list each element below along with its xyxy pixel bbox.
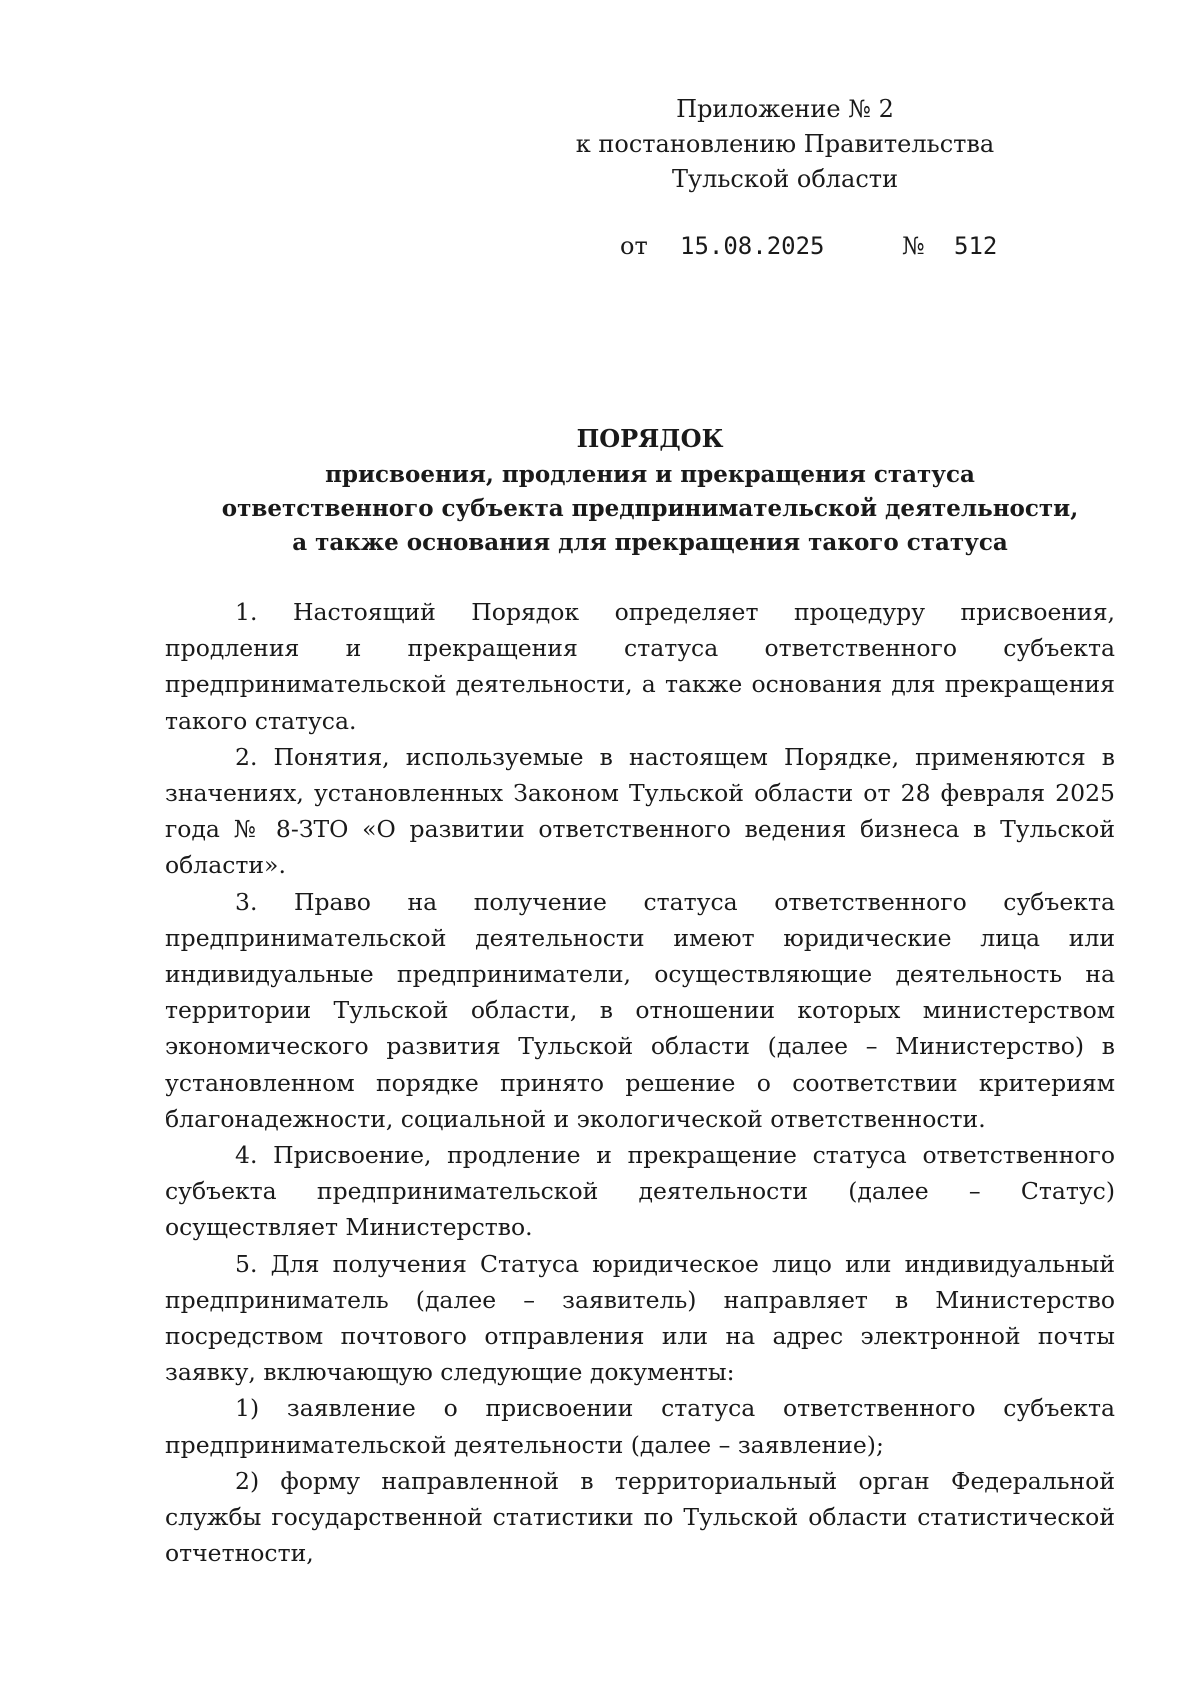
document-title: ПОРЯДОК [576, 424, 724, 453]
paragraph-5: 5. Для получения Статуса юридическое лицо или индивидуальный предприниматель (далее – заявитель) направляет в Министерство посредством почтового отправления или на адрес электронной почты заявку, включающую следующие документы: [165, 1249, 1115, 1387]
paragraph-3: 3. Право на получение статуса ответственного субъекта предпринимательской деятельности имеют юридические лица или индивидуальные предприниматели, осуществляющие деятельность на территории Тульской области, в отношении которых министерством экономического развития Тульской области (далее – Министерство) в установленном порядке принято решение о соответствии критериям благонадежности, социальной и экологической ответственности. [165, 887, 1115, 1133]
document-body [165, 594, 1115, 1571]
paragraph-1: 1. Настоящий Порядок определяет процедуру присвоения, продления и прекращения статуса ответственного субъекта предпринимательской деятельности, а также основания для прекращения такого статуса. [165, 598, 1115, 735]
paragraph-5-item-2: 2) форму направленной в территориальный орган Федеральной службы государственной статистики по Тульской области статистической отчетности, [165, 1466, 1115, 1568]
decree-date: 15.08.2025 [680, 232, 825, 260]
appendix-region: Тульской области [671, 165, 899, 193]
paragraph-4: 4. Присвоение, продление и прекращение статуса ответственного субъекта предпринимательской деятельности (далее – Статус) осуществляет Министерство. [165, 1141, 1115, 1242]
heading-line-2: ответственного субъекта предпринимательской деятельности, [221, 495, 1079, 522]
paragraph-5-item-1: 1) заявление о присвоении статуса ответственного субъекта предпринимательской деятельности (далее – заявление); [165, 1394, 1115, 1459]
appendix-decree-ref: к постановлению Правительства [575, 130, 995, 158]
appendix-number: Приложение № 2 [676, 95, 894, 123]
decree-from-label: от [620, 232, 648, 260]
document-heading [150, 422, 1150, 560]
paragraph-2: 2. Понятия, используемые в настоящем Порядке, применяются в значениях, установленных Законом Тульской области от 28 февраля 2025 года № 8-ЗТО «О развитии ответственного ведения бизнеса в Тульской области». [165, 742, 1115, 880]
heading-line-1: присвоения, продления и прекращения статуса [325, 461, 975, 488]
appendix-header [560, 92, 1010, 197]
heading-line-3: а также основания для прекращения такого статуса [292, 529, 1008, 556]
decree-number-label: № [902, 232, 925, 260]
decree-number: 512 [954, 232, 998, 260]
